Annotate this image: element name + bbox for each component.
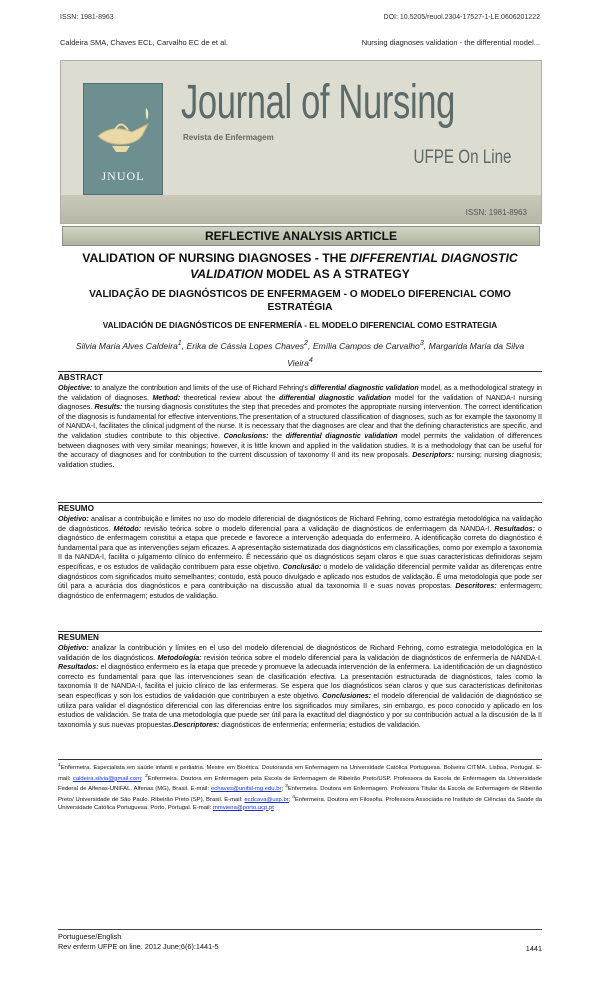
email-link[interactable]: echaves@unifal-mg.edu.br (210, 786, 282, 793)
doi-text: DOI: 10.5205/reuol.2304-17527-1-LE.0606201222 (383, 14, 540, 21)
top-metadata (60, 14, 540, 21)
author-name: Silvia Maria Alves Caldeira (75, 340, 178, 351)
author-name: Emília Campos de Carvalho (312, 340, 420, 351)
author-name: Erika de Cássia Lopes Chaves (186, 340, 305, 351)
email-link[interactable]: caldeira.silvia@gmail.com (72, 775, 142, 782)
resumo-heading: RESUMO (58, 502, 542, 513)
footer-language: Portuguese/English (58, 932, 122, 941)
banner-issn: ISSN: 1981-8963 (465, 208, 527, 217)
resumo-body: Objetivo: analisar a contribuição e limites no uso do modelo diferencial de diagnósticos de Richard Fehring, como estratégia metodológica na validação de diagnósticos. Método: revisão teórica sobre o modelo diferencial para a validação de diagnósticos de enfermagem da NANDA-I. Resultados: o diagnóstico de enfermagem constitui a etapa que precede e favorece a intervenção adequada do enfermeiro. A identificação correta do diagnóstico é fundamental para que as intervenções sejam eficazes. A apresentação sistematizada dos diagnósticos em classificações, como por exemplo a taxonomia II da NANDA-I, facilita o julgamento clínico do enfermeiro. É necessário que os diagnósticos sejam claros e que suas características definidoras sejam específicas, e os estudos de validação contribuem para esse objetivo. Conclusão: o modelo de validação diferencial permite validar as diferenças entre diagnósticos com significados muito semelhantes; contudo, está pouco divulgado e aplicado nos estudos de validação. É uma metodologia que pode ser útil para a acurácia dos diagnósticos e para contribuição na discussão atual da taxonomia II e suas novas propostas. Descritores: enfermagem; diagnóstico de enfermagem; estudos de validação. (58, 515, 543, 600)
footer-citation: Rev enferm UFPE on line. 2012 June;6(6):1441-5 (58, 942, 219, 951)
journal-name: Journal of Nursing (181, 76, 455, 129)
page-footer (58, 929, 542, 952)
abstract-body: Objective: to analyze the contribution and limits of the use of Richard Fehring's differential diagnostic validation model, as a methodological strategy in the validation of diagnoses. Method: theoretical review about the differential diagnostic validation model for the validation of NANDA-I nursing diagnoses. Results: the nursing diagnosis constitutes the step that precedes and promotes the appropriate nursing intervention. The correct identification of the diagnosis is fundamental for effective interventions.The presentation of a structured classification of diagnoses, such as for example the taxonomy II of NANDA-I, facilitates the clinical judgment of the nurse. It is necessary that the diagnoses are clear and that the defining characteristics are specific, and the validation studies contribute to this objective. Conclusions: the differential diagnostic validation model permits the validation of differences between diagnoses with very similar meanings; however, it is little known and applied in the validation studies. It is a methodology that can be useful for the accuracy of diagnoses and for contribution to the current discussion of taxonomy II and its new proposals. Descriptors: nursing; nursing diagnosis; validation studies. (58, 384, 542, 469)
abstract-heading: ABSTRACT (58, 371, 542, 382)
journal-logo (83, 83, 163, 195)
running-head (60, 38, 540, 47)
section-label: REFLECTIVE ANALYSIS ARTICLE (62, 226, 540, 246)
title-portuguese: VALIDAÇÃO DE DIAGNÓSTICOS DE ENFERMAGEM - O MODELO DIFERENCIAL COMO ESTRATÉGIA (89, 289, 511, 313)
author-affiliations: $^1$Enfermeira. Especialista em saúde infantil e pediatria. Mestre em Bioética. Doutoranda em Enfermagem na Universidade Católica Portuguesa. Bolseira CITMA. Lisboa, Portugal. E-mail: caldeira.silvia@gmail.com; $^2$Enfermeira. Doutora em Enfermagem pela Escola de Enfermagem de Ribeirão Preto/USP. Professora da Escola de Enfermagem da Universidade Federal de Alfenas-UNIFAL. Alfenas (MG), Brasil. E-mail: echaves@unifal-mg.edu.br; $^3$Enfermeira. Doutora em Enfermagem. Professora Titular da Escola de Enfermagem de Ribeirão Preto/ Universidade de São Paulo. Ribeirão Preto (SP), Brasil. E-mail: ecdcava@usp.br; $^4$Enfermeira. Doutora em Filosofia. Professora Associada no Instituto de Ciências da Saúde da Universidade Católica Portuguesa. Porto, Portugal. E-mail: mmvieira@porto.ucp.pt (58, 759, 542, 812)
email-link[interactable]: ecdcava@usp.br (244, 796, 289, 803)
issn-text: ISSN: 1981-8963 (60, 14, 114, 21)
oil-lamp-icon (92, 102, 154, 162)
page-number: 1441 (525, 944, 542, 953)
journal-ufpe: UFPE On Line (413, 147, 511, 168)
logo-text: JNUOL (101, 169, 145, 183)
journal-subtitle: Revista de Enfermagem (183, 133, 274, 142)
running-head-authors: Caldeira SMA, Chaves ECL, Carvalho EC de et al. (60, 38, 228, 47)
running-head-title: Nursing diagnoses validation - the differential model... (361, 38, 540, 47)
resumen-body: Objetivo: analizar la contribución y límites en el uso del modelo diferencial de diagnósticos de Richard Fehring, como estrategia metodológica en la validación de los diagnósticos. Metodología: revisión teórica sobre el modelo diferencial para la validación de diagnósticos de enfermería de NANDA-I. Resultados: el diagnóstico enfermero es la etapa que precede y promueve la adecuada intervención de la enfermera. La identificación de un diagnóstico correcto es fundamental para que las intervenciones sean de clasificación efectiva. La presentación estructurada de diagnósticos, tales como la taxonomía II de NANDA-I, facilita el juicio clínico de las enfermeras. Se espera que los diagnósticos sean claros y que sus características definitorias sean específicas y son los estudios de validación que contribuyen a este objetivo. Conclusiones: el modelo diferencial de validación de diagnóstico se utiliza para validar el diagnóstico diferencial con las diferencias entre los significados muy similares, sin embargo, es poco conocido y aplicado en los estudios de validación. Se trata de una metodología que puede ser útil para la exactitud del diagnóstico y por su contribución actual a la discusión de la II taxonomía y sus nuevas propuestas.Descriptores: diagnósticos de enfermería; enfermería; estudios de validación. (58, 644, 542, 729)
email-link[interactable]: mmvieira@porto.ucp.pt (212, 804, 274, 811)
title-spanish: VALIDACIÓN DE DIAGNÓSTICOS DE ENFERMERÍA - EL MODELO DIFERENCIAL COMO ESTRATEGIA (102, 321, 498, 330)
journal-banner (60, 60, 542, 224)
author-list: Silvia Maria Alves Caldeira$^1$, Erika de Cássia Lopes Chaves$^2$, Emília Campos de Carvalho$^3$, Margarida Maria da Silva Vieira$^4$ (75, 339, 525, 368)
author-name: Margarida Maria da Silva Vieira (287, 340, 525, 368)
title-english: VALIDATION OF NURSING DIAGNOSES - THE DIFFERENTIAL DIAGNOSTIC VALIDATION MODEL AS A STRATEGY (82, 251, 518, 281)
resumen-heading: RESUMEN (58, 631, 542, 642)
